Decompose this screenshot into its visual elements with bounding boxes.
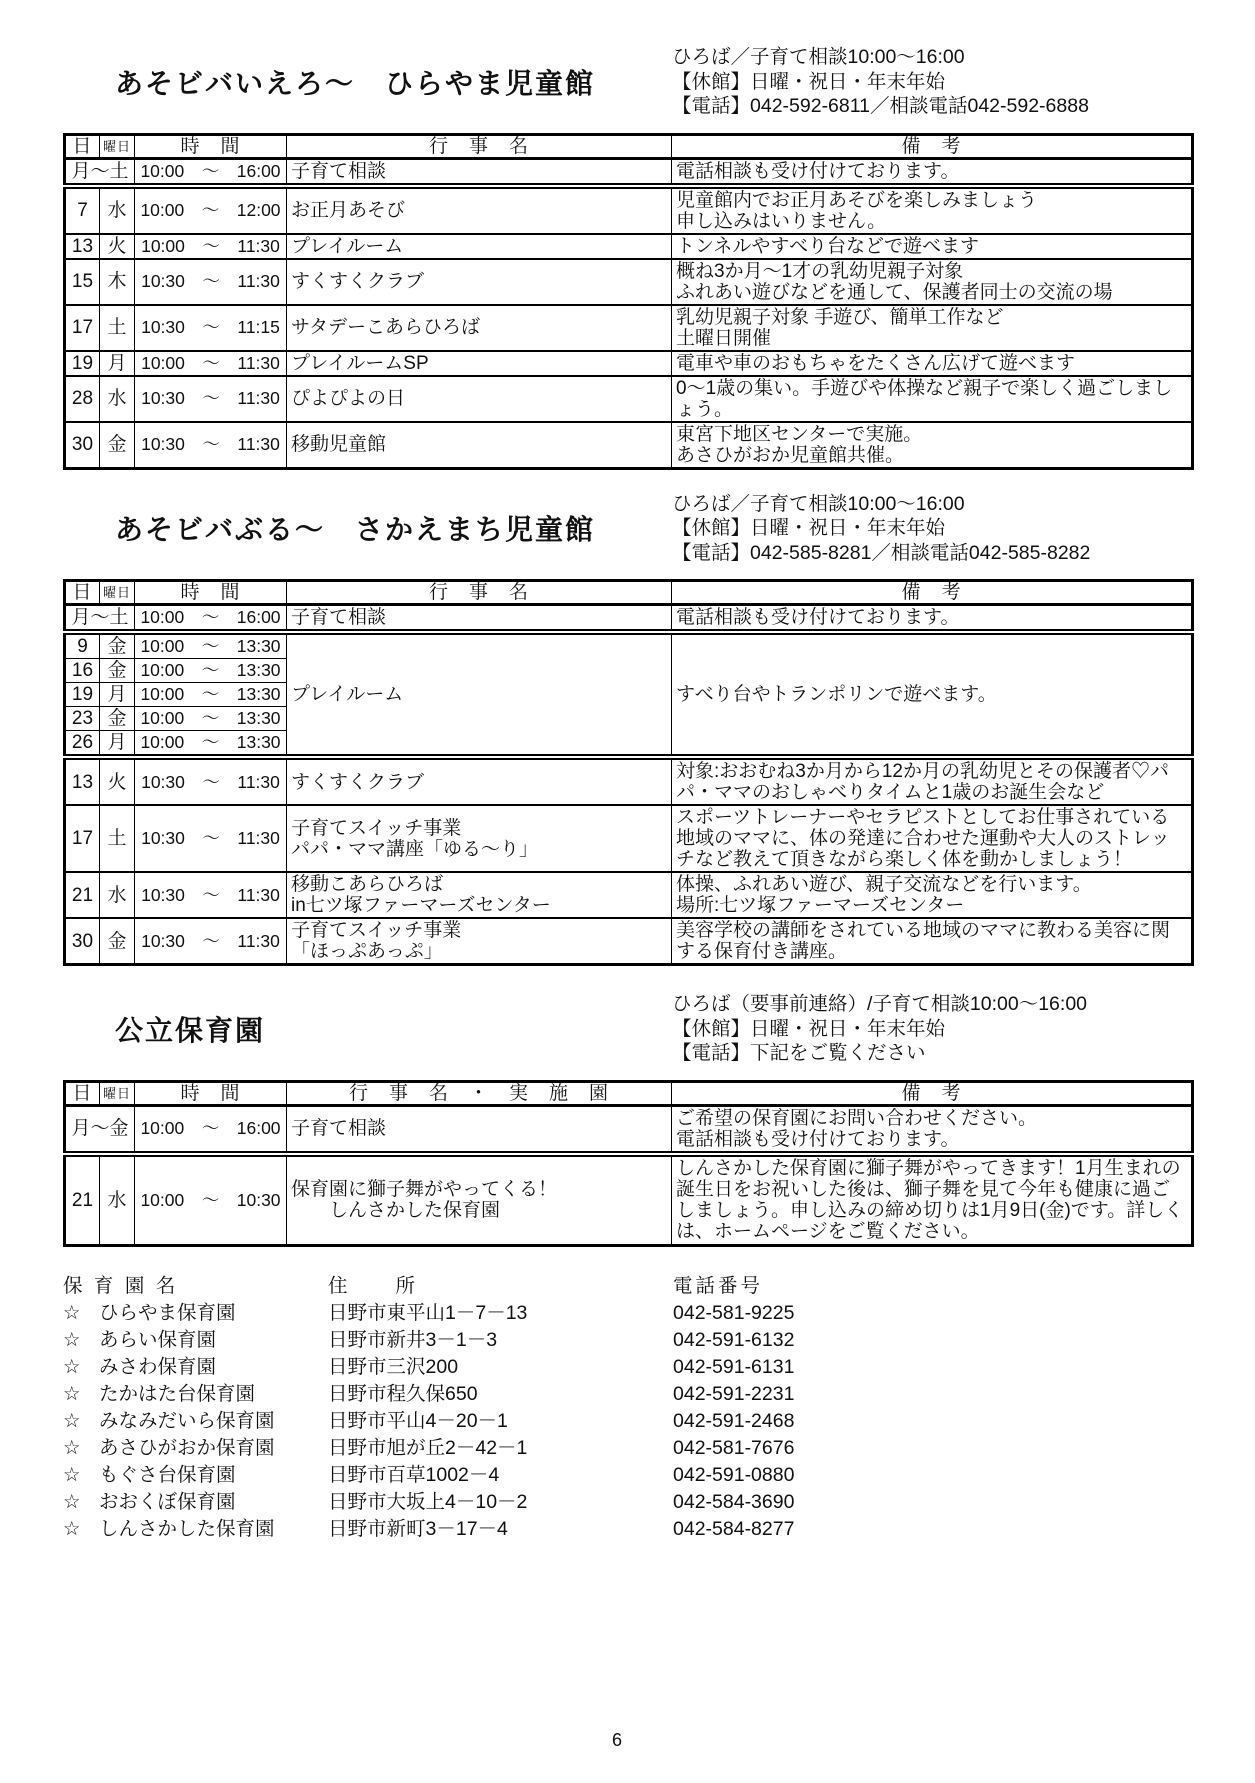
- cell-event: プレイルームSP: [287, 351, 672, 376]
- nursery-phone: 042-584-8277: [673, 1518, 795, 1540]
- notes-line: 対象:おおむね3か月から12か月の乳幼児とその保護者♡パパ・ママのおしゃべりタイムと1歳のお誕生会など: [676, 761, 1169, 803]
- page-content: [0, 45, 1255, 1543]
- col-header-weekday: 曜日: [100, 581, 135, 605]
- nursery-phone: 042-591-0880: [673, 1464, 795, 1486]
- cell-day: 30: [65, 918, 100, 965]
- nursery-name-text: たかはた台保育園: [99, 1383, 256, 1405]
- nursery-name: [63, 1381, 328, 1408]
- cell-time: 10:00 ～ 13:30: [135, 659, 287, 683]
- schedule-table-hirayama: [63, 133, 1194, 470]
- star-icon: ☆: [63, 1491, 81, 1513]
- cell-event: プレイルーム: [287, 234, 672, 259]
- nursery-phone: 042-584-3690: [673, 1491, 795, 1513]
- notes-line: 美容学校の講師をされている地域のママに教わる美容に関する保育付き講座。: [676, 920, 1171, 962]
- cell-time: 10:00 ～ 13:30: [135, 683, 287, 707]
- table-header-row: [65, 134, 1193, 158]
- nursery-header-address: 住 所: [328, 1275, 419, 1297]
- col-header-notes: 備 考: [672, 581, 1193, 605]
- cell-notes: [672, 872, 1193, 918]
- cell-event: [287, 1154, 672, 1246]
- event-line: 「ほっぷあっぷ」: [291, 941, 443, 962]
- star-icon: ☆: [63, 1302, 81, 1324]
- notes-line: スポーツトレーナーやセラピストとしてお仕事されている地域のママに、体の発達に合わせた運動や大人のストレッチなど教えて頂きながら楽しく体を動かしましょう！: [676, 807, 1170, 870]
- table-row: [65, 757, 1193, 805]
- cell-notes: [672, 186, 1193, 234]
- nursery-row: [63, 1327, 1194, 1354]
- cell-weekday: 月: [100, 731, 135, 758]
- cell-day: 23: [65, 707, 100, 731]
- cell-weekday: 水: [100, 872, 135, 918]
- cell-weekday: 金: [100, 707, 135, 731]
- col-header-event: 行 事 名: [287, 134, 672, 158]
- cell-notes: 電車や車のおもちゃをたくさん広げて遊べます: [672, 351, 1193, 376]
- cell-time: 10:30 ～ 11:30: [135, 259, 287, 305]
- cell-event: ぴよぴよの日: [287, 376, 672, 422]
- info-hours: ひろば／子育て相談10:00～16:00: [672, 492, 965, 515]
- cell-event: 子育て相談: [287, 1105, 672, 1154]
- info-closed: 【休館】日曜・祝日・年末年始: [672, 1017, 946, 1040]
- section-header-hirayama: [63, 45, 1194, 119]
- cell-time: 10:00 ～ 11:30: [135, 234, 287, 259]
- nursery-name: [63, 1408, 328, 1435]
- nursery-name: [63, 1489, 328, 1516]
- schedule-table-hoikuen: [63, 1080, 1194, 1248]
- cell-day: 7: [65, 186, 100, 234]
- table-row: [65, 234, 1193, 259]
- col-header-time: 時 間: [135, 1081, 287, 1105]
- cell-event: 子育て相談: [287, 158, 672, 186]
- nursery-address: 日野市三沢200: [328, 1356, 459, 1378]
- cell-day: 26: [65, 731, 100, 758]
- event-line: しんさかした保育園: [291, 1200, 501, 1222]
- cell-time: 10:30 ～ 11:30: [135, 805, 287, 872]
- cell-weekday: 金: [100, 659, 135, 683]
- nursery-row: [63, 1354, 1194, 1381]
- notes-line: 土曜日開催: [676, 327, 772, 349]
- cell-event: 子育て相談: [287, 605, 672, 633]
- info-phone: 【電話】下記をご覧ください: [672, 1042, 926, 1064]
- col-header-weekday: 曜日: [100, 134, 135, 158]
- notes-line: 場所:七ツ塚ファーマーズセンター: [676, 895, 965, 916]
- event-line: 移動こあらひろば: [291, 874, 444, 895]
- nursery-list-header: [63, 1273, 1194, 1300]
- table-row: [65, 351, 1193, 376]
- cell-day: 9: [65, 632, 100, 659]
- cell-weekday: 月: [100, 351, 135, 376]
- nursery-phone: 042-581-7676: [673, 1437, 795, 1459]
- cell-day: 30: [65, 422, 100, 469]
- star-icon: ☆: [63, 1329, 81, 1351]
- nursery-phone: 042-591-2231: [673, 1383, 795, 1405]
- cell-notes: すべり台やトランポリンで遊べます。: [672, 632, 1193, 757]
- cell-event: すくすくクラブ: [287, 757, 672, 805]
- cell-weekday: 水: [100, 186, 135, 234]
- table-row: [65, 805, 1193, 872]
- nursery-header-phone: 電話番号: [673, 1275, 764, 1297]
- notes-line: しんさかした保育園に獅子舞がやってきます！1月生まれの誕生日をお祝いした後は、獅子舞を見て今年も健康に過ごしましょう。申し込みの締め切りは1月9日(金)です。詳しくは、ホームページをご覧ください。: [676, 1158, 1184, 1243]
- cell-time: 10:00 ～ 16:00: [135, 1105, 287, 1154]
- nursery-list: [63, 1273, 1194, 1543]
- cell-day: 21: [65, 1154, 100, 1246]
- cell-notes: トンネルやすべり台などで遊べます: [672, 234, 1193, 259]
- table-row: [65, 1105, 1193, 1154]
- col-header-day: 日: [65, 134, 100, 158]
- cell-time: 10:30 ～ 11:15: [135, 305, 287, 351]
- cell-notes: [672, 259, 1193, 305]
- notes-line: 乳幼児親子対象 手遊び、簡単工作など: [676, 306, 1004, 328]
- nursery-row: [63, 1381, 1194, 1408]
- cell-event: [287, 805, 672, 872]
- nursery-row: [63, 1435, 1194, 1462]
- nursery-name-text: あらい保育園: [99, 1329, 217, 1351]
- table-row: [65, 186, 1193, 234]
- info-phone: 【電話】042-585-8281／相談電話042-585-8282: [672, 541, 1091, 564]
- cell-event: [287, 872, 672, 918]
- cell-event: すくすくクラブ: [287, 259, 672, 305]
- notes-line: あさひがおか児童館共催。: [676, 444, 905, 466]
- col-header-time: 時 間: [135, 581, 287, 605]
- section-title-hirayama: あそビバいえろ～ ひらやま児童館: [115, 67, 596, 99]
- notes-line: 申し込みはいりません。: [676, 210, 887, 232]
- col-header-notes: 備 考: [672, 1081, 1193, 1105]
- info-hours: ひろば（要事前連絡）/子育て相談10:00～16:00: [672, 993, 1088, 1015]
- cell-day: 月～土: [65, 605, 135, 633]
- cell-day: 月～金: [65, 1105, 135, 1154]
- col-header-event: 行 事 名: [287, 581, 672, 605]
- cell-notes: [672, 1105, 1193, 1154]
- star-icon: ☆: [63, 1437, 81, 1459]
- nursery-row: [63, 1300, 1194, 1327]
- col-header-time: 時 間: [135, 134, 287, 158]
- nursery-address: 日野市新井3－1－3: [328, 1329, 498, 1351]
- cell-event: お正月あそび: [287, 186, 672, 234]
- col-header-event: 行 事 名 ・ 実 施 園: [287, 1081, 672, 1105]
- info-hours: ひろば／子育て相談10:00～16:00: [672, 46, 965, 68]
- info-closed: 【休館】日曜・祝日・年末年始: [672, 70, 946, 93]
- star-icon: ☆: [63, 1356, 81, 1378]
- cell-day: 19: [65, 351, 100, 376]
- table-row: [65, 872, 1193, 918]
- cell-weekday: 水: [100, 1154, 135, 1246]
- cell-notes: [672, 805, 1193, 872]
- notes-line: ご希望の保育園にお問い合わせください。: [676, 1107, 1038, 1129]
- cell-day: 17: [65, 805, 100, 872]
- col-header-weekday: 曜日: [100, 1081, 135, 1105]
- notes-line: ふれあい遊びなどを通して、保護者同士の交流の場: [676, 281, 1113, 303]
- cell-event: 移動児童館: [287, 422, 672, 469]
- cell-day: 15: [65, 259, 100, 305]
- cell-day: 17: [65, 305, 100, 351]
- cell-weekday: 土: [100, 305, 135, 351]
- cell-event: サタデーこあらひろば: [287, 305, 672, 351]
- nursery-name-text: ひらやま保育園: [99, 1302, 236, 1324]
- cell-time: 10:00 ～ 16:00: [135, 158, 287, 186]
- nursery-row: [63, 1408, 1194, 1435]
- nursery-name: [63, 1435, 328, 1462]
- table-row: [65, 305, 1193, 351]
- section-info-sakaemachi: [672, 492, 1194, 566]
- table-row: [65, 918, 1193, 965]
- section-info-hirayama: [672, 45, 1194, 119]
- nursery-row: [63, 1462, 1194, 1489]
- cell-time: 10:00 ～ 11:30: [135, 351, 287, 376]
- cell-day: 月～土: [65, 158, 135, 186]
- cell-notes: [672, 305, 1193, 351]
- cell-weekday: 金: [100, 918, 135, 965]
- nursery-header-name: 保 育 園 名: [63, 1275, 179, 1297]
- cell-notes: [672, 918, 1193, 965]
- cell-notes: 電話相談も受け付けております。: [672, 158, 1193, 186]
- star-icon: ☆: [63, 1518, 81, 1540]
- table-header-row: [65, 581, 1193, 605]
- nursery-address: 日野市百草1002－4: [328, 1464, 500, 1486]
- event-line: in七ツ塚ファーマーズセンター: [291, 895, 551, 916]
- cell-time: 10:30 ～ 11:30: [135, 376, 287, 422]
- notes-line: 0～1歳の集い。手遊びや体操など親子で楽しく過ごしましょう。: [676, 377, 1173, 420]
- cell-notes: [672, 757, 1193, 805]
- table-row: [65, 422, 1193, 469]
- section-title-hoikuen: 公立保育園: [115, 1014, 266, 1046]
- info-phone: 【電話】042-592-6811／相談電話042-592-6888: [672, 95, 1089, 117]
- cell-day: 21: [65, 872, 100, 918]
- nursery-name-text: みなみだいら保育園: [99, 1410, 275, 1432]
- nursery-name: [63, 1354, 328, 1381]
- cell-time: 10:00 ～ 13:30: [135, 707, 287, 731]
- event-line: 保育園に獅子舞がやってくる！: [291, 1179, 558, 1201]
- cell-time: 10:00 ～ 10:30: [135, 1154, 287, 1246]
- notes-line: 児童館内でお正月あそびを楽しみましょう: [676, 189, 1038, 211]
- notes-line: 東宮下地区センターで実施。: [676, 423, 923, 445]
- cell-notes: 電話相談も受け付けております。: [672, 605, 1193, 633]
- event-line: パパ・ママ講座「ゆる～り」: [291, 838, 539, 860]
- nursery-phone: 042-591-2468: [673, 1410, 795, 1432]
- nursery-name-text: あさひがおか保育園: [99, 1437, 275, 1459]
- section-title-sakaemachi: あそビバぶる～ さかえまち児童館: [115, 514, 596, 546]
- table-row: [65, 376, 1193, 422]
- cell-weekday: 月: [100, 683, 135, 707]
- info-closed: 【休館】日曜・祝日・年末年始: [672, 517, 946, 539]
- col-header-day: 日: [65, 581, 100, 605]
- nursery-name: [63, 1300, 328, 1327]
- cell-notes: [672, 422, 1193, 469]
- cell-time: 10:00 ～ 12:00: [135, 186, 287, 234]
- nursery-row: [63, 1489, 1194, 1516]
- nursery-name: [63, 1327, 328, 1354]
- notes-line: 電話相談も受け付けております。: [676, 1128, 960, 1150]
- nursery-address: 日野市東平山1－7－13: [328, 1302, 528, 1324]
- nursery-phone: 042-591-6132: [673, 1329, 795, 1351]
- table-row: [65, 259, 1193, 305]
- section-header-hoikuen: [63, 992, 1194, 1066]
- cell-event: [287, 918, 672, 965]
- nursery-address: 日野市大坂上4－10－2: [328, 1491, 528, 1513]
- cell-weekday: 金: [100, 422, 135, 469]
- cell-day: 13: [65, 757, 100, 805]
- nursery-name-text: しんさかした保育園: [99, 1518, 275, 1540]
- cell-weekday: 火: [100, 234, 135, 259]
- cell-weekday: 木: [100, 259, 135, 305]
- event-line: 子育てスイッチ事業: [291, 817, 462, 839]
- star-icon: ☆: [63, 1464, 81, 1486]
- cell-day: 13: [65, 234, 100, 259]
- cell-weekday: 金: [100, 632, 135, 659]
- cell-weekday: 水: [100, 376, 135, 422]
- nursery-address: 日野市新町3－17－4: [328, 1518, 508, 1540]
- cell-weekday: 土: [100, 805, 135, 872]
- cell-notes: [672, 376, 1193, 422]
- cell-time: 10:30 ～ 11:30: [135, 422, 287, 469]
- cell-event: プレイルーム: [287, 632, 672, 757]
- star-icon: ☆: [63, 1410, 81, 1432]
- nursery-address: 日野市旭が丘2－42－1: [328, 1437, 528, 1459]
- cell-day: 16: [65, 659, 100, 683]
- table-row: [65, 632, 1193, 659]
- nursery-name-text: おおくぼ保育園: [99, 1491, 236, 1513]
- table-row: [65, 1154, 1193, 1246]
- cell-day: 28: [65, 376, 100, 422]
- cell-weekday: 火: [100, 757, 135, 805]
- cell-time: 10:00 ～ 13:30: [135, 731, 287, 758]
- table-header-row: [65, 1081, 1193, 1105]
- notes-line: 体操、ふれあい遊び、親子交流などを行います。: [676, 874, 1092, 895]
- cell-day: 19: [65, 683, 100, 707]
- event-line: 子育てスイッチ事業: [291, 920, 462, 941]
- nursery-row: [63, 1516, 1194, 1543]
- col-header-day: 日: [65, 1081, 100, 1105]
- nursery-name-text: もぐさ台保育園: [99, 1464, 236, 1486]
- schedule-table-sakaemachi: [63, 579, 1194, 966]
- col-header-notes: 備 考: [672, 134, 1193, 158]
- nursery-address: 日野市平山4－20－1: [328, 1410, 508, 1432]
- section-info-hoikuen: [672, 992, 1194, 1066]
- cell-time: 10:00 ～ 13:30: [135, 632, 287, 659]
- cell-notes: [672, 1154, 1193, 1246]
- notes-line: 概ね3か月～1才の乳幼児親子対象: [676, 260, 964, 282]
- cell-time: 10:00 ～ 16:00: [135, 605, 287, 633]
- nursery-name: [63, 1516, 328, 1543]
- star-icon: ☆: [63, 1383, 81, 1405]
- table-row: [65, 158, 1193, 186]
- cell-time: 10:30 ～ 11:30: [135, 757, 287, 805]
- cell-time: 10:30 ～ 11:30: [135, 918, 287, 965]
- nursery-address: 日野市程久保650: [328, 1383, 478, 1405]
- nursery-phone: 042-591-6131: [673, 1356, 795, 1378]
- page-number: 6: [612, 1730, 623, 1750]
- table-row: [65, 605, 1193, 633]
- section-header-sakaemachi: [63, 492, 1194, 566]
- nursery-name: [63, 1462, 328, 1489]
- nursery-phone: 042-581-9225: [673, 1302, 795, 1324]
- nursery-name-text: みさわ保育園: [99, 1356, 217, 1378]
- cell-time: 10:30 ～ 11:30: [135, 872, 287, 918]
